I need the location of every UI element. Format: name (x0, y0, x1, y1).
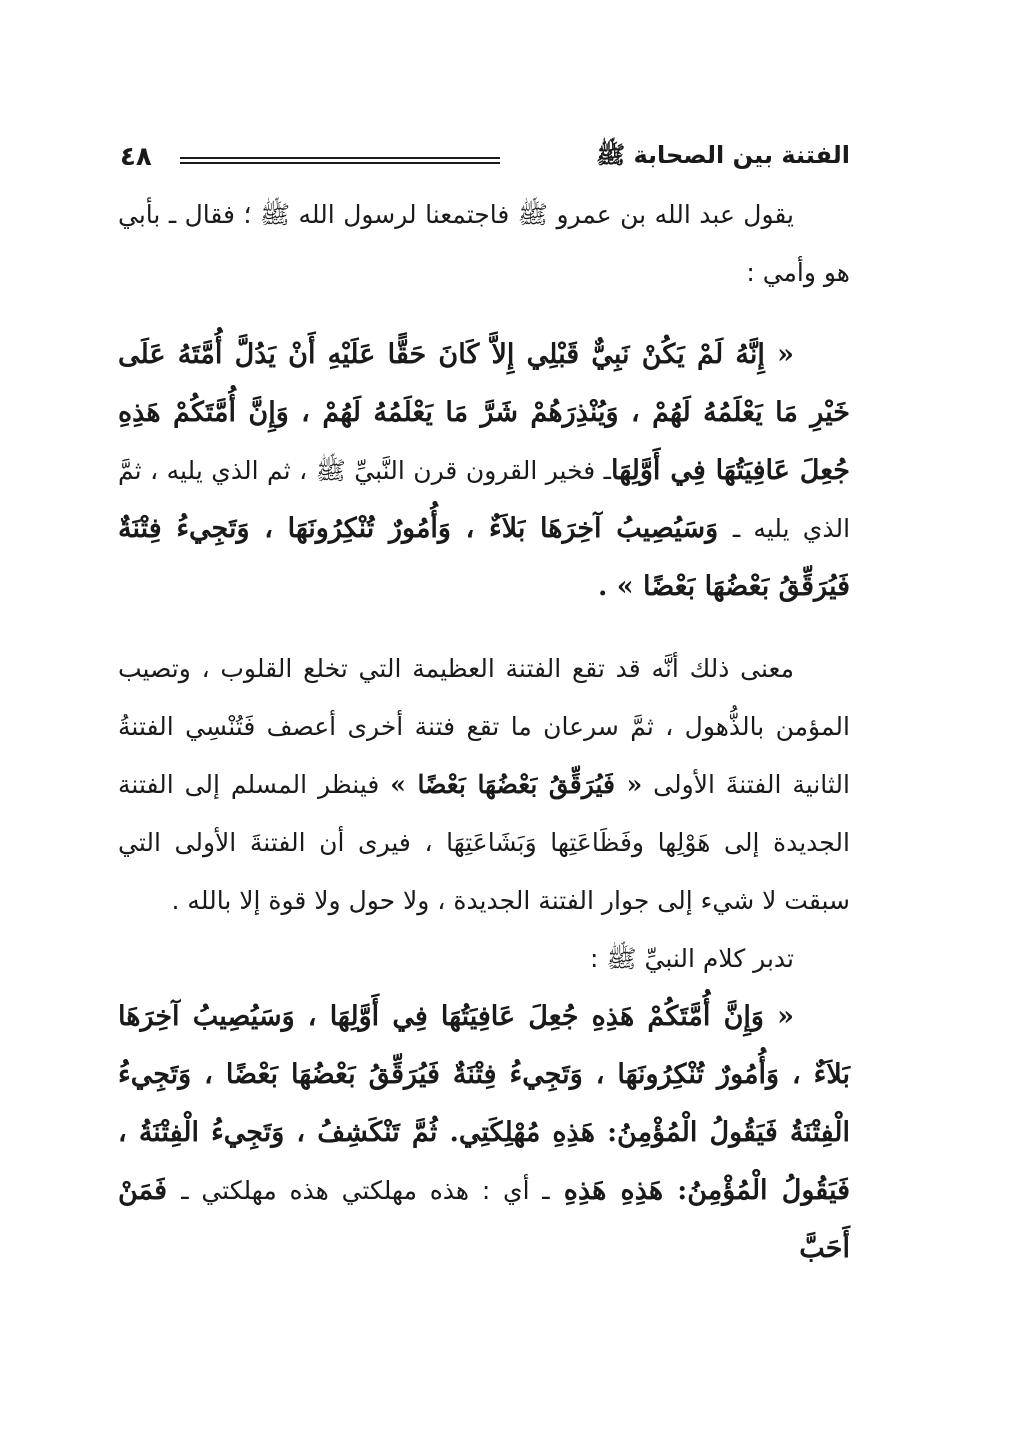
commentary-text-a: معنى ذلك أنَّه قد تقع الفتنة العظيمة التي تخلع القلوب ، وتصيب المؤمن بالذُّهول ، ثمَّ سرعان ما تقع فتنة أخرى أعصف فَتُنْسِي الفتنةُ الثانية الفتنةَ الأولى (118, 654, 850, 799)
spacer (118, 302, 850, 326)
reflection-heading: تدبر كلام النبيِّ ﷺ : (589, 944, 794, 973)
page-number: ٤٨ (120, 142, 152, 172)
second-hadith-aside: ـ أي : هذه مهلكتي هذه مهلكتي ـ (181, 1176, 550, 1205)
hadith-text-end: وَسَيُصِيبُ آخِرَهَا بَلاَءٌ ، وَأُمُورٌ تُنْكِرُونَهَا ، وَتَجِيءُ فِتْنَةٌ فَيُرَقِّقُ بَعْضُهَا بَعْضًا » . (118, 513, 850, 602)
second-hadith-paragraph (118, 988, 850, 1278)
hadith-aside: ـ فخير القرون قرن النَّبيِّ ﷺ ، ثم الذي يليه ، ثمَّ الذي يليه ـ (118, 456, 851, 543)
running-title: الفتنة بين الصحابة ﷺ (596, 141, 850, 169)
spacer (118, 616, 850, 640)
second-hadith-end: فَمَنْ أَحَبَّ (118, 1175, 850, 1264)
intro-paragraph: يقول عبد الله بن عمرو ﷺ فاجتمعنا لرسول الله ﷺ ؛ فقال ـ بأبي هو وأمي : (118, 200, 850, 287)
second-hadith-text: « وَإِنَّ أُمَّتَكُمْ هَذِهِ جُعِلَ عَافِيَتُهَا فِي أَوَّلِهَا ، وَسَيُصِيبُ آخِرَهَا بَلاَءٌ ، وَأُمُورٌ تُنْكِرُونَهَا ، وَتَجِيءُ فِتْنَةٌ فَيُرَقِّقُ بَعْضُهَا بَعْضًا ، وَتَجِيءُ الْفِتْنَةُ فَيَقُولُ الْمُؤْمِنُ: هَذِهِ مُهْلِكَتِي. ثُمَّ تَنْكَشِفُ ، وَتَجِيءُ الْفِتْنَةُ ، فَيَقُولُ الْمُؤْمِنُ: هَذِهِ هَذِهِ (118, 1001, 851, 1206)
page-body (118, 186, 850, 1278)
commentary-quote: « فَيُرَقِّقُ بَعْضُهَا بَعْضًا » (390, 770, 643, 799)
commentary-paragraph (118, 640, 850, 930)
hadith-text: « إِنَّهُ لَمْ يَكُنْ نَبِيٌّ قَبْلِي إِلاَّ كَانَ حَقًّا عَلَيْهِ أَنْ يَدُلَّ أُمَّتَهُ عَلَى خَيْرِ مَا يَعْلَمُهُ لَهُمْ ، وَيُنْذِرَهُمْ شَرَّ مَا يَعْلَمُهُ لَهُمْ ، وَإِنَّ أُمَّتَكُمْ هَذِهِ جُعِلَ عَافِيَتُهَا فِي أَوَّلِهَا (118, 339, 850, 486)
commentary-text-b: فينظر المسلم إلى الفتنة الجديدة إلى هَوْلِها وفَظَاعَتِها وَبَشَاعَتِهَا ، فيرى أن الفتنةَ الأولى التي سبقت لا شيء إلى جوار الفتنة الجديدة ، ولا حول ولا قوة إلا بالله . (118, 770, 850, 915)
header-rule (180, 157, 500, 164)
hadith-paragraph (118, 326, 850, 616)
page-header (118, 140, 850, 180)
